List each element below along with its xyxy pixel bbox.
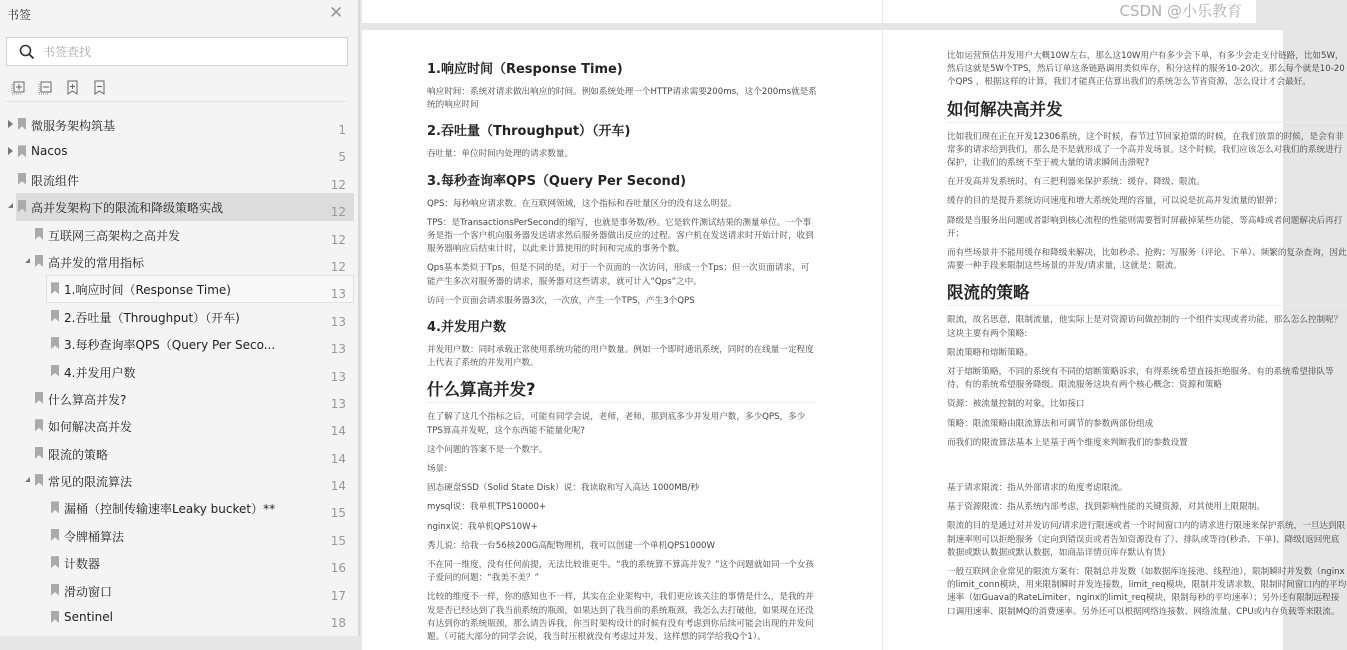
heading: 2.吞吐量（Throughput）（开车) <box>427 124 631 140</box>
paragraph: 场景: <box>427 464 448 475</box>
bookmark-page-number: 13 <box>330 396 346 411</box>
bookmark-page-number: 16 <box>330 561 346 576</box>
bookmark-item[interactable] <box>0 111 358 138</box>
bookmark-label: 高并发的常用指标 <box>48 255 145 270</box>
bookmark-label: 高并发架构下的限流和降级策略实战 <box>31 201 224 216</box>
bookmark-item[interactable] <box>0 494 358 521</box>
collapse-arrow-icon[interactable] <box>8 203 13 208</box>
bookmark-label: 限流组件 <box>31 173 80 188</box>
paragraph: 比较的维度不一样，你的感知也不一样，其实在企业架构中，我们更应该关注的事情是什么，是我的并发是否已经达到了我当前系统的瓶颈，如果达到了我当前的系统瓶颈，我怎么去打破他，如果现在还没有达到你的系统瓶颈，那么请告诉我，你当时架构设计的时候有没有考虑到你后续可能会出现的并发问题。（可能大部分的同学会说，我当时压根就没有考虑过并发，这样想的同学给我Q个1）。 <box>427 592 814 643</box>
paragraph: 这个问题的答案不是一个数字。 <box>427 444 548 455</box>
page-right <box>883 30 1347 650</box>
bookmark-panel <box>0 0 360 636</box>
bookmark-item[interactable] <box>0 358 358 385</box>
heading: 什么算高并发? <box>427 376 817 403</box>
bookmark-label: 漏桶（控制传输速率Leaky bucket）** <box>64 502 276 517</box>
paragraph: 资源：被流量控制的对象，比如接口 <box>947 399 1085 410</box>
document-viewer[interactable] <box>362 0 1347 643</box>
bookmark-item[interactable] <box>0 193 358 220</box>
bookmark-item[interactable] <box>0 221 358 248</box>
bookmark-item[interactable] <box>0 549 358 576</box>
paragraph: Qps基本类似于Tps，但是不同的是，对于一个页面的一次访问，形成一个Tps；但一次页面请求，可能产生多次对服务器的请求，服务器对这些请求，就可计入“Qps”之中。 <box>427 263 810 287</box>
bookmark-label: 2.吞吐量（Throughput）（开车) <box>64 310 240 325</box>
paragraph: 缓存的目的是提升系统访问速度和增大系统处理的容量，可以说是抗高并发流量的银弹； <box>947 196 1283 207</box>
bookmark-page-number: 17 <box>330 588 346 603</box>
bookmark-page-number: 14 <box>330 479 346 494</box>
bookmark-item[interactable] <box>0 440 358 467</box>
bookmark-page-number: 12 <box>330 177 346 192</box>
heading: 3.每秒查询率QPS（Query Per Second) <box>427 173 687 189</box>
bookmark-item[interactable] <box>0 467 358 494</box>
bookmark-page-number: 1 <box>338 123 346 137</box>
heading: 1.响应时间（Response Time) <box>427 62 623 77</box>
collapse-arrow-icon[interactable] <box>25 477 30 482</box>
previous-page-left <box>362 0 882 23</box>
paragraph: 对于熔断策略，不同的系统有不同的熔断策略诉求，有得系统希望直接拒绝服务、有的系统希望排队等待、有的系统希望服务降级。限流服务这块有两个核心概念：资源和策略 <box>947 367 1334 391</box>
paragraph: 在开发高并发系统时，有三把利器来保护系统：缓存、降级、限流。 <box>947 177 1205 188</box>
bookmark-item[interactable] <box>0 412 358 439</box>
bookmark-item[interactable] <box>0 248 358 275</box>
page-left <box>362 30 882 650</box>
spacer <box>947 456 1347 482</box>
bookmark-label: 常见的限流算法 <box>48 475 133 490</box>
bookmark-item[interactable] <box>0 166 358 193</box>
heading: 如何解决高并发 <box>947 96 1347 123</box>
paragraph: 比如运营预估并发用户大概10W左右，那么这10W用户有多少会下单，有多少会走支付链路，比如5W，然后这就是5W个TPS，然后订单这条链路调用类似库存，积分这样的服务10-20次。那么每个就是10-20个QPS ，根据这样的计算，我们才能真正估算出我们的系统怎么节省资源，怎么设计才会最好。 <box>947 51 1345 88</box>
bookmark-label: 限流的策略 <box>48 447 109 462</box>
paragraph: nginx说：我单机QPS10W+ <box>427 521 538 532</box>
heading: 限流的策略 <box>947 279 1347 306</box>
paragraph: TPS：是TransactionsPerSecond的缩写，也就是事务数/秒。它是软件测试结果的测量单位。一个事务是指一个客户机向服务器发送请求然后服务器做出反应的过程。客户机在发送请求时开始计时，收到服务器响应后结束计时，以此来计算使用的时间和完成的事务个数。 <box>427 217 814 255</box>
bookmark-page-number: 13 <box>330 342 346 357</box>
expand-arrow-icon[interactable] <box>8 147 13 155</box>
paragraph: 而有些场景并不能用缓存和降级来解决，比如秒杀、抢购；写服务（评论、下单）、频繁的复杂查询，因此需要一种手段来限制这些场景的并发/请求量，这就是：限流。 <box>947 248 1347 272</box>
bookmark-label: Nacos <box>31 144 68 159</box>
paragraph: 限流，故名思意，限制流量，他实际上是对资源访问做控制的一个组件实现或者功能，那么怎么控制呢？这块主要有两个策略: <box>947 315 1343 339</box>
paragraph: 一般互联网企业常见的限流方案有：限制总并发数（如数据库连接池、线程池），限制瞬时并发数（nginx的limit_conn模块，用来限制瞬时并发连接数，limit_req模块，限制并发请求数，限制时间窗口内的平均速率（如Guava的RateLimiter、nginx的limit_req模块，限制每秒的平均速率）；另外还有限制远程接口调用速率、限制MQ的消费速率。另外还可以根据网络连接数、网络流量、CPU或内存负载等来限流。 <box>947 567 1347 617</box>
bookmark-label: 计数器 <box>64 557 101 572</box>
paragraph: 限流的目的是通过对并发访问/请求进行限速或者一个时间窗口内的请求进行限速来保护系统，一旦达到限制速率则可以拒绝服务（定向到错误页或者告知资源没有了）、排队或等待(秒杀、下单)、降级(返回兜底数据或默认数据或默认数据，如商品详情页库存默认有货) <box>947 521 1346 558</box>
paragraph: 并发用户数：同时承载正常使用系统功能的用户数量。例如一个即时通讯系统，同时的在线量一定程度上代表了系统的并发用户数。 <box>427 345 814 369</box>
bookmark-page-number: 14 <box>330 424 346 439</box>
paragraph: 响应时间：系统对请求做出响应的时间。例如系统处理一个HTTP请求需要200ms，这个200ms就是系统的响应时间 <box>427 87 817 111</box>
bookmark-item[interactable] <box>0 604 358 631</box>
bookmark-item[interactable] <box>0 138 358 165</box>
paragraph: 基于资源限流：指从系统内部考虑，找到影响性能的关键资源，对其使用上限限制。 <box>947 502 1265 513</box>
paragraph: 策略：限流策略由限流算法和可调节的参数两部份组成 <box>947 418 1154 429</box>
bookmark-page-number: 12 <box>330 205 346 220</box>
bookmark-label: 4.并发用户数 <box>64 365 136 380</box>
bookmark-label: 微服务架构筑基 <box>31 119 116 133</box>
paragraph: 在了解了这几个指标之后，可能有同学会说，老师，老师，那到底多少并发用户数，多少QPS，多少TPS算高并发呢，这个东西能不能量化呢? <box>427 412 806 436</box>
bookmark-page-number: 13 <box>330 287 346 302</box>
bookmark-label: 如何解决高并发 <box>48 420 133 435</box>
bookmark-label: Sentinel <box>64 610 113 625</box>
bookmark-page-number: 5 <box>338 150 346 165</box>
expand-all-icon[interactable] <box>11 80 26 95</box>
collapse-all-icon[interactable] <box>38 80 53 95</box>
bookmark-item[interactable] <box>0 522 358 549</box>
expand-arrow-icon[interactable] <box>8 120 13 128</box>
paragraph: 限流策略和熔断策略。 <box>947 347 1033 358</box>
bookmark-page-number: 15 <box>330 506 346 521</box>
bookmark-label: 什么算高并发? <box>48 392 127 407</box>
bookmark-page-number: 15 <box>330 533 346 548</box>
divider <box>6 101 346 102</box>
paragraph: 秀儿说：给我一台56核200G高配物理机，我可以创建一个单机QPS1000W <box>427 540 716 551</box>
bookmark-page-number: 14 <box>330 451 346 466</box>
bookmark-page-number: 12 <box>330 232 346 247</box>
bookmark-page-number: 18 <box>330 616 346 631</box>
bookmark-item[interactable] <box>0 330 358 357</box>
bookmark-label: 令牌桶算法 <box>64 529 125 544</box>
heading: 4.并发用户数 <box>427 320 506 336</box>
collapse-arrow-icon[interactable] <box>25 258 30 263</box>
close-icon[interactable]: ✕ <box>329 3 344 23</box>
bookmark-item[interactable] <box>0 275 358 302</box>
bookmark-search[interactable] <box>6 37 348 66</box>
paragraph: QPS：每秒响应请求数。在互联网领域，这个指标和吞吐量区分的没有这么明显。 <box>427 198 737 209</box>
paragraph: 不在同一维度，没有任何前提，无法比较谁更牛。“我的系统算不算高并发？”这个问题就如同一个女孩子爱问的问题：“我美不美？” <box>427 560 815 584</box>
paragraph: 比如我们现在正在开发12306系统，这个时候，春节过节回家抢票的时候，在我们放票的时候，是会有非常多的请求给到我们，那么是不是就形成了一个高并发场景。这个时候，我们应该怎么对我们的系统进行保护，让我们的系统不至于被大量的请求瞬间击溃呢? <box>947 131 1344 169</box>
paragraph: 固态硬盘SSD（Solid State Disk）说：我读取和写入高达 1000MB/秒 <box>427 483 700 494</box>
bookmark-page-number: 13 <box>330 314 346 329</box>
paragraph: 吞吐量：单位时间内处理的请求数量。 <box>427 149 574 160</box>
bookmark-item[interactable] <box>0 385 358 412</box>
bookmark-page-number: 13 <box>330 369 346 384</box>
paragraph: mysql说：我单机TPS10000+ <box>427 502 547 513</box>
bookmark-item[interactable] <box>0 303 358 330</box>
paragraph: 基于请求限流：指从外部请求的角度考虑限流。 <box>947 483 1128 494</box>
add-bookmark-icon[interactable] <box>65 80 80 95</box>
bookmark-label: 滑动窗口 <box>64 584 113 599</box>
bookmark-label: 1.响应时间（Response Time) <box>64 283 231 298</box>
bookmark-label: 3.每秒查询率QPS（Query Per Seco... <box>64 338 276 353</box>
paragraph: 访问一个页面会请求服务器3次，一次放，产生一个TPS，产生3个QPS <box>427 295 695 306</box>
remove-bookmark-icon[interactable] <box>92 80 107 95</box>
paragraph: 降级是当服务出问题或者影响到核心流程的性能则需要暂时屏蔽掉某些功能，等高峰或者问题解决后再打开； <box>947 215 1343 239</box>
bookmark-search-input[interactable] <box>43 45 323 59</box>
bookmark-page-number: 12 <box>330 259 346 274</box>
search-icon <box>19 44 35 60</box>
watermark: CSDN @小乐教育 <box>1119 2 1242 20</box>
paragraph: 而我们的限流算法基本上是基于两个维度来判断我们的参数设置 <box>947 437 1188 448</box>
bookmark-label: 互联网三高架构之高并发 <box>48 228 181 243</box>
bookmark-tree <box>0 111 358 631</box>
bookmark-item[interactable] <box>0 577 358 604</box>
panel-title: 书签 <box>7 8 32 22</box>
